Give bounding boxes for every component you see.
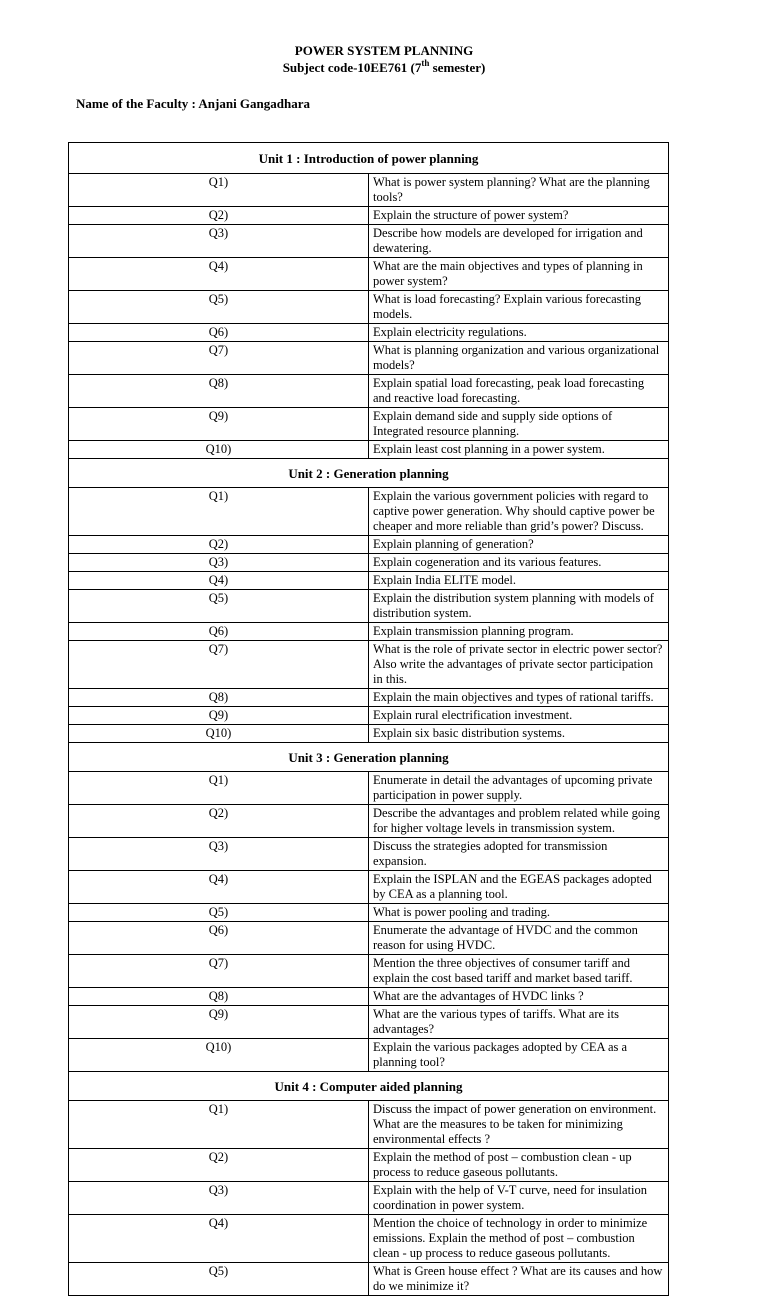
question-text: Explain cogeneration and its various features. [369, 554, 669, 572]
question-row [69, 291, 669, 324]
question-row [69, 1215, 669, 1263]
question-text: Explain transmission planning program. [369, 623, 669, 641]
question-row [69, 590, 669, 623]
question-text: Explain the various packages adopted by CEA as a planning tool? [369, 1039, 669, 1072]
unit-header-row [69, 1072, 669, 1101]
question-number: Q8) [69, 689, 369, 707]
question-row [69, 1182, 669, 1215]
question-text: Explain the ISPLAN and the EGEAS packages adopted by CEA as a planning tool. [369, 871, 669, 904]
question-row [69, 207, 669, 225]
question-row [69, 772, 669, 805]
unit-title: Unit 1 : Introduction of power planning [69, 143, 669, 174]
question-number: Q6) [69, 623, 369, 641]
question-number: Q4) [69, 572, 369, 590]
question-number: Q5) [69, 904, 369, 922]
question-row [69, 1006, 669, 1039]
unit-header-row [69, 743, 669, 772]
question-number: Q2) [69, 1149, 369, 1182]
question-row [69, 1149, 669, 1182]
faculty-name: Name of the Faculty : Anjani Gangadhara [76, 96, 310, 111]
question-row [69, 623, 669, 641]
question-row [69, 689, 669, 707]
question-row [69, 1101, 669, 1149]
question-row [69, 174, 669, 207]
question-text: What is planning organization and various organizational models? [369, 342, 669, 375]
question-row [69, 488, 669, 536]
question-row [69, 324, 669, 342]
question-text: What are the various types of tariffs. What are its advantages? [369, 1006, 669, 1039]
question-text: Explain least cost planning in a power system. [369, 441, 669, 459]
question-row [69, 922, 669, 955]
question-number: Q6) [69, 922, 369, 955]
question-row [69, 707, 669, 725]
question-text: Discuss the impact of power generation on environment. What are the measures to be taken for minimizing environmental effects ? [369, 1101, 669, 1149]
question-number: Q9) [69, 1006, 369, 1039]
question-number: Q2) [69, 805, 369, 838]
question-number: Q4) [69, 1215, 369, 1263]
question-text: Explain demand side and supply side options of Integrated resource planning. [369, 408, 669, 441]
question-text: Describe how models are developed for irrigation and dewatering. [369, 225, 669, 258]
question-text: Enumerate in detail the advantages of upcoming private participation in power supply. [369, 772, 669, 805]
question-text: What is power system planning? What are the planning tools? [369, 174, 669, 207]
question-number: Q7) [69, 641, 369, 689]
question-number: Q3) [69, 554, 369, 572]
unit-header-row [69, 459, 669, 488]
question-text: Explain the method of post – combustion clean - up process to reduce gaseous pollutants. [369, 1149, 669, 1182]
question-row [69, 441, 669, 459]
question-row [69, 955, 669, 988]
question-row [69, 375, 669, 408]
question-number: Q7) [69, 955, 369, 988]
unit-header-row [69, 143, 669, 174]
question-row [69, 225, 669, 258]
question-text: Explain the structure of power system? [369, 207, 669, 225]
document-title: POWER SYSTEM PLANNING [294, 43, 474, 58]
question-row [69, 258, 669, 291]
question-number: Q3) [69, 838, 369, 871]
question-number: Q3) [69, 1182, 369, 1215]
question-text: Explain rural electrification investment. [369, 707, 669, 725]
question-row [69, 1039, 669, 1072]
question-number: Q1) [69, 488, 369, 536]
question-row [69, 641, 669, 689]
question-row [69, 725, 669, 743]
question-text: Explain the various government policies with regard to captive power generation. Why should captive power be cheaper and more reliable than grid’s power? Discuss. [369, 488, 669, 536]
question-text: Mention the three objectives of consumer tariff and explain the cost based tariff and market based tariff. [369, 955, 669, 988]
question-text: Enumerate the advantage of HVDC and the common reason for using HVDC. [369, 922, 669, 955]
question-text: Explain spatial load forecasting, peak load forecasting and reactive load forecasting. [369, 375, 669, 408]
question-text: What is power pooling and trading. [369, 904, 669, 922]
question-number: Q4) [69, 258, 369, 291]
question-text: Discuss the strategies adopted for transmission expansion. [369, 838, 669, 871]
question-text: Explain with the help of V-T curve, need for insulation coordination in power system. [369, 1182, 669, 1215]
question-row [69, 871, 669, 904]
question-row [69, 342, 669, 375]
question-text: What are the main objectives and types of planning in power system? [369, 258, 669, 291]
question-text: Mention the choice of technology in order to minimize emissions. Explain the method of post – combustion clean - up process to reduce gaseous pollutants. [369, 1215, 669, 1263]
question-number: Q5) [69, 1263, 369, 1296]
question-text: Explain India ELITE model. [369, 572, 669, 590]
question-row [69, 838, 669, 871]
unit-title: Unit 4 : Computer aided planning [69, 1072, 669, 1101]
question-number: Q5) [69, 590, 369, 623]
question-number: Q9) [69, 707, 369, 725]
question-row [69, 554, 669, 572]
question-row [69, 904, 669, 922]
question-text: Explain the distribution system planning with models of distribution system. [369, 590, 669, 623]
question-text: Explain the main objectives and types of rational tariffs. [369, 689, 669, 707]
question-number: Q4) [69, 871, 369, 904]
question-number: Q9) [69, 408, 369, 441]
question-text: Explain six basic distribution systems. [369, 725, 669, 743]
unit-title: Unit 2 : Generation planning [69, 459, 669, 488]
question-number: Q6) [69, 324, 369, 342]
question-row [69, 805, 669, 838]
question-number: Q1) [69, 772, 369, 805]
question-text: Describe the advantages and problem related while going for higher voltage levels in transmission system. [369, 805, 669, 838]
question-number: Q7) [69, 342, 369, 375]
question-number: Q8) [69, 375, 369, 408]
question-number: Q10) [69, 441, 369, 459]
question-bank-table [68, 142, 669, 1296]
subject-code: Subject code-10EE761 (7th semester) [282, 58, 486, 75]
question-text: Explain planning of generation? [369, 536, 669, 554]
question-text: What is the role of private sector in electric power sector? Also write the advantages of private sector participation in this. [369, 641, 669, 689]
question-number: Q1) [69, 174, 369, 207]
question-row [69, 408, 669, 441]
question-number: Q10) [69, 1039, 369, 1072]
question-row [69, 536, 669, 554]
question-number: Q10) [69, 725, 369, 743]
question-text: What is Green house effect ? What are its causes and how do we minimize it? [369, 1263, 669, 1296]
question-number: Q8) [69, 988, 369, 1006]
question-number: Q3) [69, 225, 369, 258]
question-number: Q1) [69, 1101, 369, 1149]
unit-title: Unit 3 : Generation planning [69, 743, 669, 772]
question-text: What is load forecasting? Explain various forecasting models. [369, 291, 669, 324]
question-row [69, 572, 669, 590]
question-number: Q5) [69, 291, 369, 324]
question-number: Q2) [69, 207, 369, 225]
question-text: What are the advantages of HVDC links ? [369, 988, 669, 1006]
question-row [69, 988, 669, 1006]
question-number: Q2) [69, 536, 369, 554]
question-text: Explain electricity regulations. [369, 324, 669, 342]
question-row [69, 1263, 669, 1296]
